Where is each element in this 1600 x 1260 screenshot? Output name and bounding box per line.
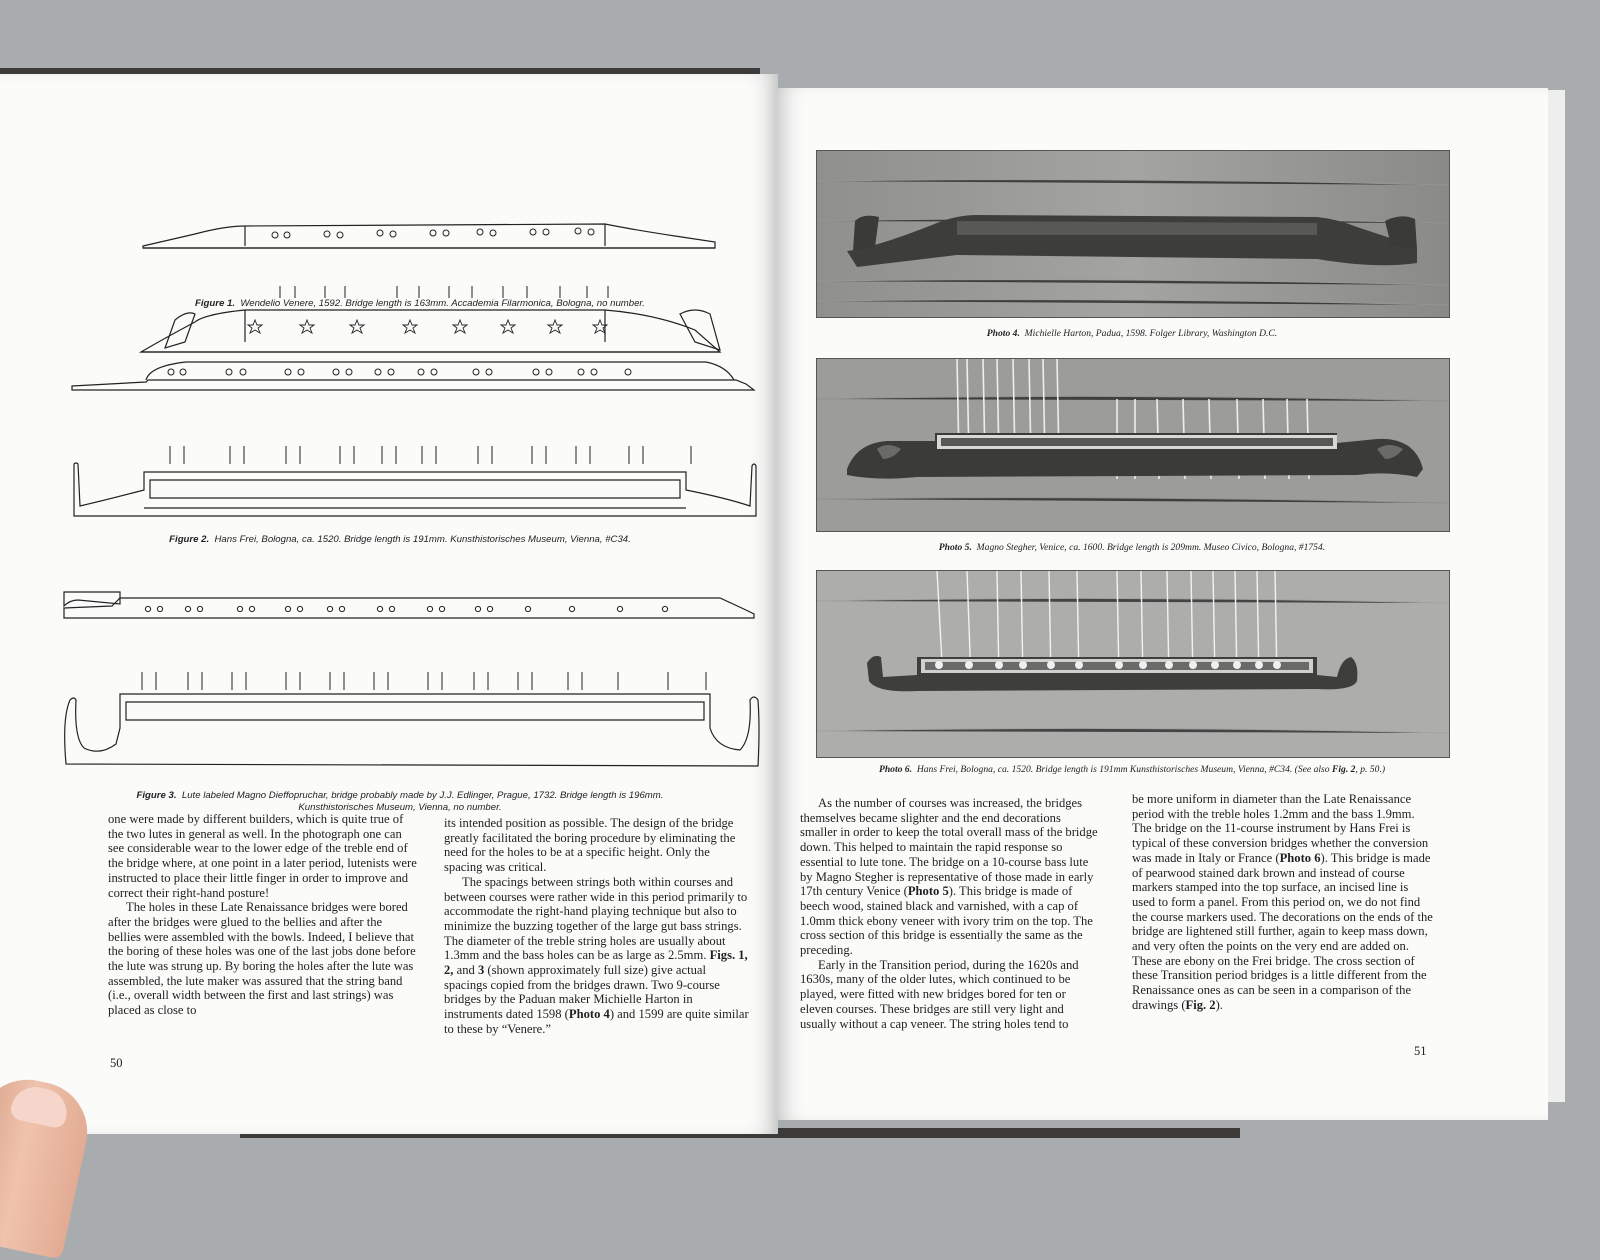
photo-5-caption: Photo 5. Magno Stegher, Venice, ca. 1600. Bridge length is 209mm. Museo Civico, Bologna, #1754. [938, 542, 1326, 553]
photo-4-image [816, 150, 1450, 318]
figure-1-caption: Figure 1. Wendelio Venere, 1592. Bridge length is 163mm. Accademia Filarmonica, Bologna, no number. [195, 298, 645, 309]
left-page-column-1 [108, 812, 418, 1018]
right-col1-paragraph-2: Early in the Transition period, during the 1620s and 1630s, many of the older lutes, which continued to be played, were fitted with new bridges bored for ten or eleven courses. These bridges are still very light and usually without a cap veneer. The string holes tend to [800, 957, 1079, 1031]
figure-1-drawing [135, 202, 735, 362]
right-col1-paragraph-1: As the number of courses was increased, the bridges themselves became slighter and the end decorations smaller in order to keep the total overall mass of the bridge down. This helped to maintain the rapid response so essential to lute tone. The bridge on a 10-course bass lute by Magno Stegher is representative of those made in early 17th century Venice (Photo 5). This bridge is made of beech wood, stained black and varnished, with a cap of 1.0mm thick ebony veneer with ivory trim on the top. The cross section of this bridge is essentially the same as the preceding. [800, 796, 1098, 958]
left-col2-paragraph-1: its intended position as possible. The design of the bridge greatly facilitated the boring procedure by eliminating the need for the holes to be at a specific height. Only the spacing was critical. [444, 816, 736, 875]
left-page-column-2 [444, 816, 750, 1037]
photo-4-caption: Photo 4. Michielle Harton, Padua, 1598. Folger Library, Washington D.C. [986, 328, 1278, 339]
photo-6-caption: Photo 6. Hans Frei, Bologna, ca. 1520. Bridge length is 191mm Kunsthistorisches Museum, Vienna, #C34. (See also Fig. 2, p. 50.) [878, 764, 1386, 775]
left-col1-paragraph-1: one were made by different builders, which is quite true of the two lutes in general as well. In the photograph one can see considerable wear to the lower edge of the treble end of the bridge where, at one point in a later period, lutenists were instructed to place their little finger in order to improve and correct their right-hand posture! [108, 812, 417, 900]
right-col2-paragraph-1: be more uniform in diameter than the Late Renaissance period with the treble holes 1.2mm and the bass 1.9mm. The bridge on the 11-course instrument by Hans Frei is typical of these conversion bridges whether the conversion was made in Italy or France (Photo 6). This bridge is made of pearwood stained dark brown and instead of course markers stamped into the top surface, an incised line is used to form a panel. From this period on, we do not find the course markers used. The decorations on the ends of the bridge are lightened still further, again to keep mass down, and very often the points on the very end are added on. These are ebony on the Frei bridge. The cross section of these Transition period bridges is a little different from the Renaissance ones as can be seen in a comparison of the drawings (Fig. 2). [1132, 792, 1433, 1012]
page-number-right: 51 [1414, 1044, 1427, 1058]
left-col2-paragraph-2: The spacings between strings both within courses and between courses were rather wide in this period primarily to accommodate the right-hand playing technique but also to minimize the buzzing together of the large gut bass strings. The diameter of the treble string holes are usually about 1.3mm and the bass holes can be as large as 2.5mm. Figs. 1, 2, and 3 (shown approximately full size) give actual spacings copied from the bridges drawn. Two 9-course bridges by the Paduan maker Michielle Harton in instruments dated 1598 (Photo 4) and 1599 are quite similar to these by “Venere.” [444, 874, 749, 1036]
right-page [776, 88, 1548, 1120]
right-page-column-2 [1132, 792, 1434, 1013]
figure-2-caption: Figure 2. Hans Frei, Bologna, ca. 1520. Bridge length is 191mm. Kunsthistorisches Museum, Vienna, #C34. [169, 534, 631, 545]
right-page-column-1 [800, 796, 1098, 1031]
left-page [0, 74, 778, 1134]
figure-2-drawing [66, 356, 766, 526]
figure-3-caption: Figure 3. Lute labeled Magno Dieffopruchar, bridge probably made by J.J. Edlinger, Prague, 1732. Bridge length is 196mm. Kunsthistorisches Museum, Vienna, no number. [136, 790, 664, 814]
page-number-left: 50 [110, 1056, 123, 1070]
left-col1-paragraph-2: The holes in these Late Renaissance bridges were bored after the bridges were glued to the bellies and after the bellies were assembled with the bowls. Indeed, I believe that the boring of these holes was one of the last jobs done before the lute was strung up. By boring the holes after the lute was assembled, the lute maker was assured that the string band (i.e., overall width between the first and last strings) was placed as close to [108, 900, 416, 1018]
photo-5-image [816, 358, 1450, 532]
figure-3-drawing [60, 588, 770, 778]
photo-6-image [816, 570, 1450, 758]
